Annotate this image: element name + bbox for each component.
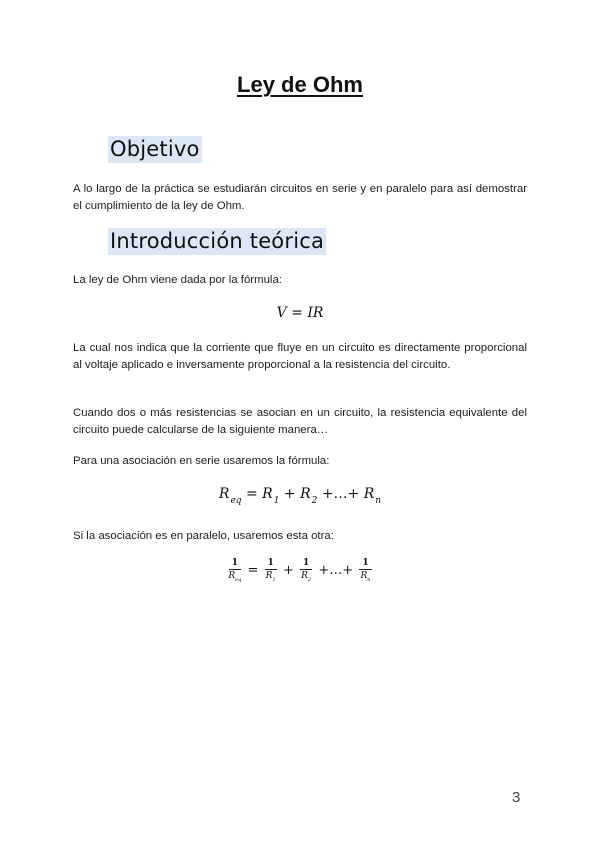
equation-ohm: V = IR [276,305,324,321]
fraction-rn: $\frac{1}{R_n}$ [360,558,371,583]
paragraph-objetivo: A lo largo de la práctica se estudiarán circuitos en serie y en paralelo para así demostrar el cumplimiento de la ley de Ohm. [73,183,527,212]
paragraph-parallel-intro: Si la asociación es en paralelo, usaremos esta otra: [73,530,334,542]
paragraph-series-intro: Para una asociación en serie usaremos la fórmula: [73,455,330,467]
paragraph-ohm-intro: La ley de Ohm viene dada por la fórmula: [73,274,282,286]
fraction-r1: $\frac{1}{R_1}$ [265,558,276,583]
fraction-r2: $\frac{1}{R_2}$ [301,558,312,583]
equation-parallel: $\frac{1}{R_{eq}}$ = $\frac{1}{R_1}$ + $\frac{1}{R_2}$ +…+ $\frac{1}{R_n}$ [228,558,371,583]
heading-objetivo: Objetivo [110,137,200,161]
page-number: 3 [512,789,521,806]
paragraph-ohm-explanation: La cual nos indica que la corriente que fluye en un circuito es directamente proporcional al voltaje aplicado e inversamente proporcional a la resistencia del circuito. [73,342,527,371]
heading-introduccion: Introducción teórica [110,229,325,253]
paragraph-resistances: Cuando dos o más resistencias se asocian en un circuito, la resistencia equivalente del circuito puede calcularse de la siguiente manera… [73,407,527,436]
equation-series: $R_{eq} = R_1 + R_2$ +…+ $R_n$ [218,486,382,506]
fraction-lhs: $\frac{1}{R_{eq}}$ [228,558,242,583]
document-title: Ley de Ohm [237,72,363,97]
